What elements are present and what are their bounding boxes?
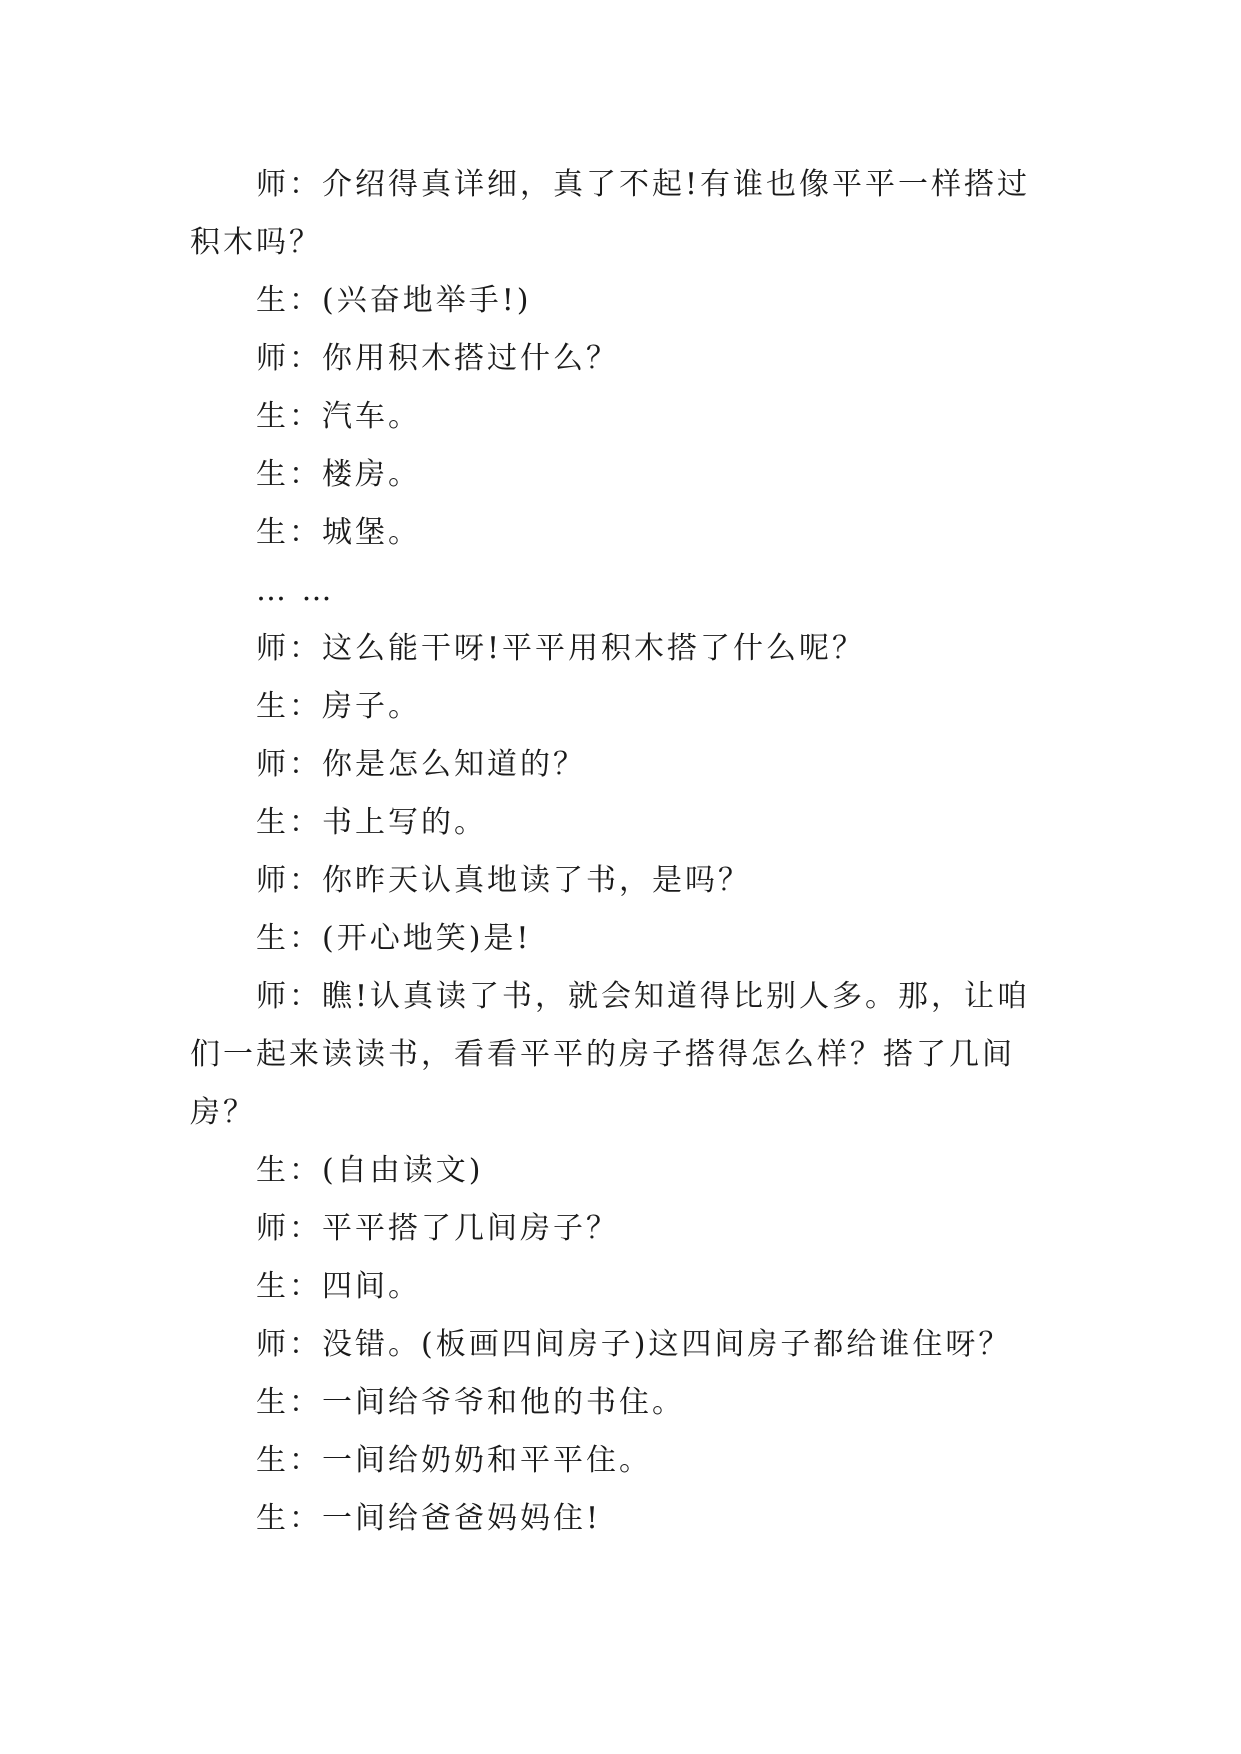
paragraph-student-free-reading: 生：(自由读文) xyxy=(256,1153,484,1188)
document-body xyxy=(190,156,1052,1548)
paragraph-student-car: 生：汽车。 xyxy=(256,399,421,434)
paragraph-teacher-how-know: 师：你是怎么知道的？ xyxy=(256,747,586,782)
paragraph-student-parents: 生：一间给爸爸妈妈住! xyxy=(256,1501,602,1536)
paragraph-student-four: 生：四间。 xyxy=(256,1269,421,1304)
paragraph-teacher-who-lives: 师：没错。(板画四间房子)这四间房子都给谁住呀？ xyxy=(256,1327,1012,1362)
paragraph-teacher-how-many-rooms: 师：平平搭了几间房子？ xyxy=(256,1211,619,1246)
paragraph-student-house: 生：房子。 xyxy=(256,689,421,724)
paragraph-teacher-praise: 师：介绍得真详细，真了不起!有谁也像平平一样搭过积木吗？ xyxy=(190,167,1031,260)
paragraph-student-book: 生：书上写的。 xyxy=(256,805,487,840)
paragraph-teacher-what-built: 师：这么能干呀!平平用积木搭了什么呢？ xyxy=(256,631,866,666)
paragraph-student-raise-hands: 生：(兴奋地举手!) xyxy=(256,283,532,318)
paragraph-teacher-read-together: 师：瞧!认真读了书，就会知道得比别人多。那，让咱们一起来读读书，看看平平的房子搭得怎么样？搭了几间房？ xyxy=(190,979,1031,1130)
paragraph-student-grandma: 生：一间给奶奶和平平住。 xyxy=(256,1443,652,1478)
paragraph-student-grandpa: 生：一间给爷爷和他的书住。 xyxy=(256,1385,685,1420)
paragraph-ellipsis: … … xyxy=(256,573,335,608)
paragraph-student-yes: 生：(开心地笑)是! xyxy=(256,921,532,956)
paragraph-student-building: 生：楼房。 xyxy=(256,457,421,492)
paragraph-student-castle: 生：城堡。 xyxy=(256,515,421,550)
paragraph-teacher-question: 师：你用积木搭过什么？ xyxy=(256,341,619,376)
paragraph-teacher-read-yesterday: 师：你昨天认真地读了书，是吗？ xyxy=(256,863,751,898)
